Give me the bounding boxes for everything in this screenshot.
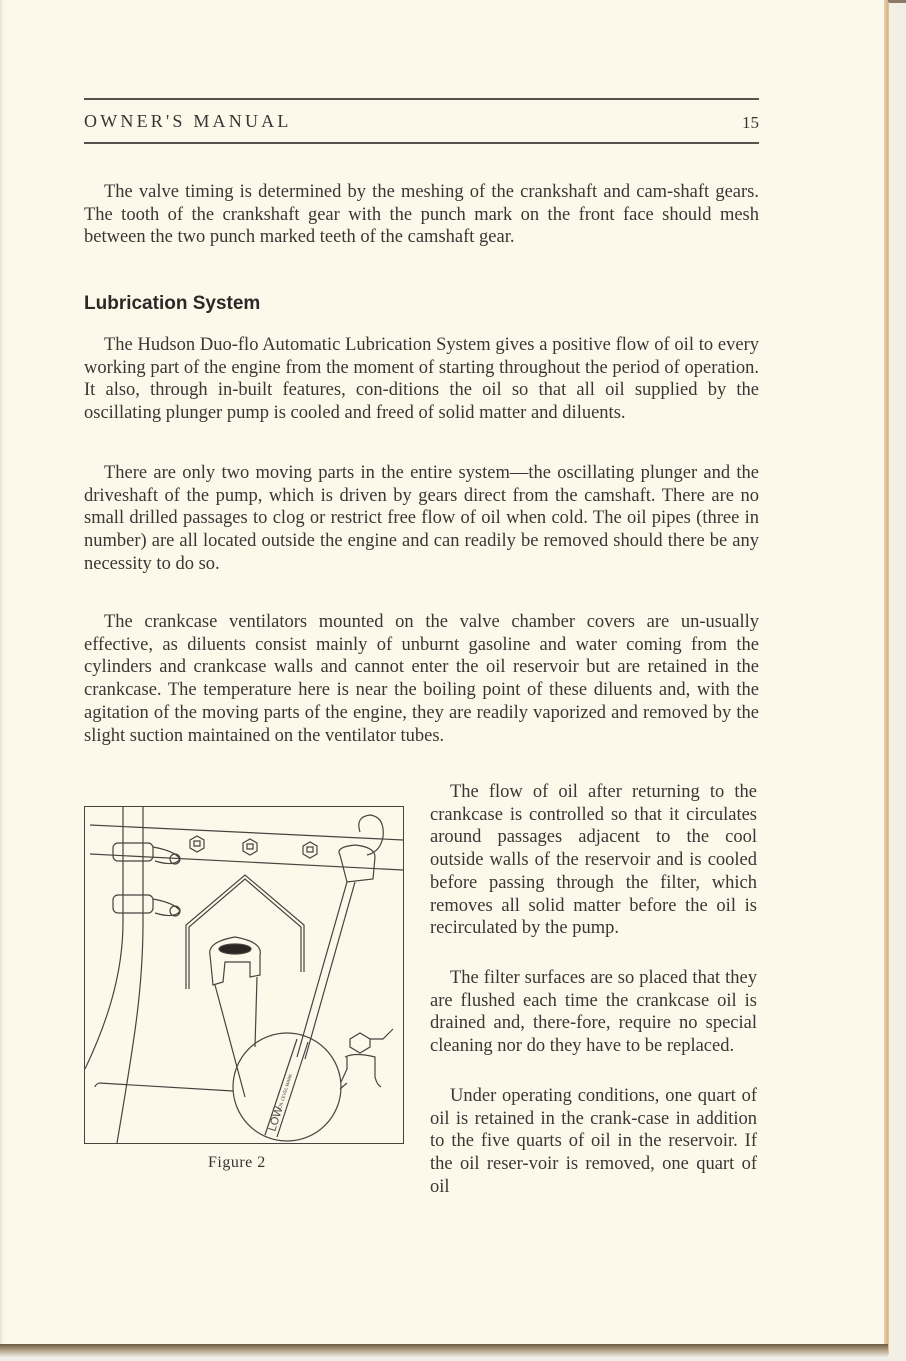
svg-text:LOW: LOW <box>266 1105 286 1133</box>
page-right-edge <box>884 0 888 1352</box>
page-left-edge <box>0 0 4 1352</box>
page-bottom-edge <box>0 1344 888 1361</box>
bolt-icon <box>190 836 204 852</box>
header-bottom-rule <box>84 142 759 144</box>
header-top-rule <box>84 98 759 100</box>
valve-timing-paragraph: The valve timing is determined by the meshing of the crankshaft and cam-shaft gears. The tooth of the crankshaft gear with the punch mark on the front face should mesh between the two punch marked teeth of the camshaft gear. <box>84 182 759 248</box>
manual-title: OWNER'S MANUAL <box>84 111 292 131</box>
running-header <box>84 111 759 132</box>
side-paragraph-oil-flow: The flow of oil after returning to the crankcase is controlled so that it circulates around passages adjacent to the cool outside walls of the reservoir and is cooled before passing through the filter, which removes all solid matter before the oil is recirculated by the pump. <box>430 782 757 939</box>
section-heading: Lubrication System <box>84 293 261 314</box>
lubrication-paragraph-3: The crankcase ventilators mounted on the valve chamber covers are un-usually effective, as diluents consist mainly of unburnt gasoline and water coming from the cylinders and crankcase walls and cannot enter the oil reservoir but are retained in the crankcase. The temperature here is near the boiling point of these diluents and, with the agitation of the moving parts of the engine, they are readily vaporized and removed by the slight suction maintained on the ventilator tubes. <box>84 612 759 746</box>
figure-2-illustration <box>84 806 404 1144</box>
engine-oil-diagram <box>85 807 403 1143</box>
lubrication-paragraph-2: There are only two moving parts in the entire system—the oscillating plunger and the driveshaft of the pump, which is driven by gears direct from the camshaft. There are no small drilled passages to clog or restrict free flow of oil when cold. The oil pipes (three in number) are all located outside the engine and can readily be removed should there be any necessity to do so. <box>84 463 759 574</box>
page-number: 15 <box>742 113 759 132</box>
side-paragraph-filter: The filter surfaces are so placed that they are flushed each time the crankcase oil is drained and, there-fore, require no special cleaning nor do they have to be replaced. <box>430 968 757 1057</box>
lubrication-paragraph-1: The Hudson Duo-flo Automatic Lubrication System gives a positive flow of oil to every working part of the engine from the moment of starting throughout the period of operation. It also, through in-built features, con-ditions the oil so that all oil supplied by the oscillating plunger pump is cooled and freed of solid matter and diluents. <box>84 335 759 424</box>
figure-caption: Figure 2 <box>208 1154 266 1171</box>
side-paragraph-operating: Under operating conditions, one quart of oil is retained in the crank-case in addition to the five quarts of oil in the reservoir. If the oil reser-voir is removed, one quart of oil <box>430 1086 757 1197</box>
svg-text:OIL LEVEL MARK: OIL LEVEL MARK <box>277 1073 294 1110</box>
